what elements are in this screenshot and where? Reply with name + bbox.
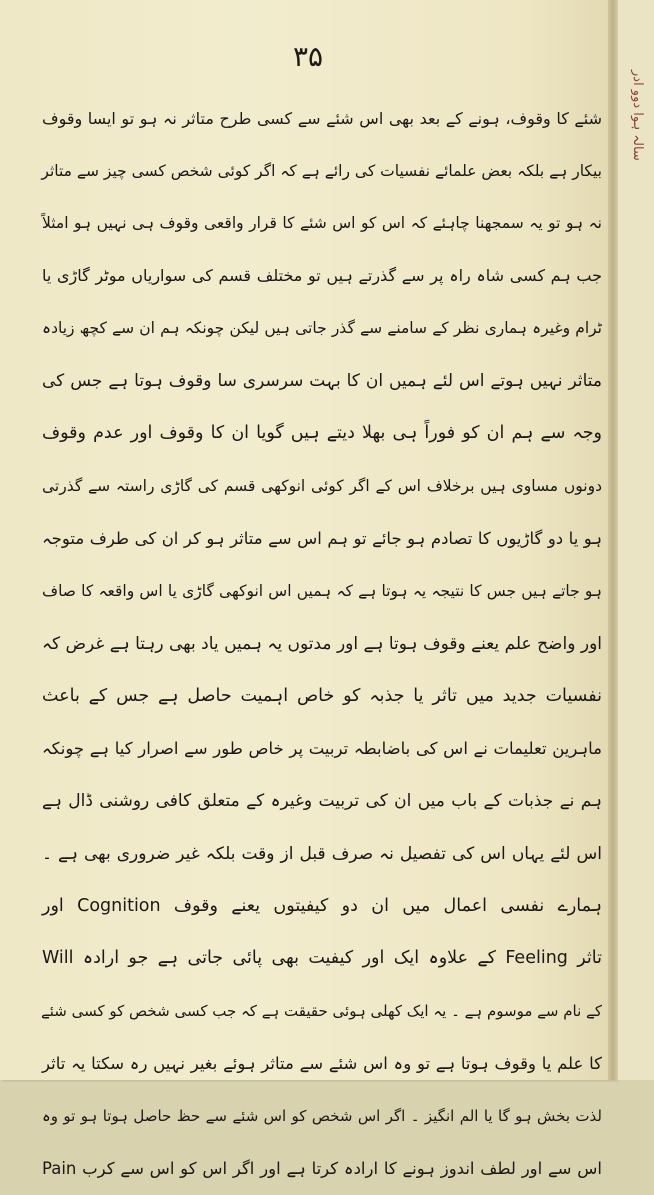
text-line: اس سے اور لطف اندوز ہونے کا ارادہ کرتا ہے اور اگر اس کو اس سے کرب Pain	[42, 1158, 602, 1178]
text-line: نفسیات جدید میں تاثر یا جذبہ کو خاص اہمیت حاصل ہے جس کے باعث	[42, 685, 602, 706]
text-line: کے نام سے موسوم ہے ۔ یہ ایک کھلی ہوئی حقیقت ہے کہ جب کسی شخص کو کسی شئے	[40, 1001, 602, 1020]
text-line: ہو جاتے ہیں جس کا نتیجہ یہ ہوتا ہے کہ ہمیں اس انوکھی گاڑی یا اس واقعہ کا صاف	[42, 581, 602, 600]
adjacent-page-edge	[618, 0, 654, 1080]
page-number: ۳۵	[292, 40, 324, 73]
text-line: اس لئے یہاں اس کی تفصیل نہ صرف قبل از وقت بلکہ غیر ضروری بھی ہے ۔	[42, 843, 602, 864]
text-line: ماہرین تعلیمات نے اس کی باضابطہ تربیت پر خاص طور سے اصرار کیا ہے چونکہ	[42, 738, 602, 758]
text-line: متاثر نہیں ہوتے اس لئے ہمیں ان کا بہت سرسری سا وقوف ہوتا ہے جس کی	[42, 371, 602, 392]
text-line: کا علم یا وقوف ہوتا ہے تو وہ اس شئے سے متاثر ہوئے بغیر نہیں رہ سکتا یہ تاثر	[42, 1053, 602, 1073]
margin-note: سالہ ہوا دوو ادر	[630, 70, 645, 161]
text-line: ٹرام وغیرہ ہماری نظر کے سامنے سے گذر جاتی ہیں لیکن چونکہ ہم ان سے کچھ زیادہ	[42, 319, 602, 338]
text-line: تاثر Feeling کے علاوہ ایک اور کیفیت بھی پائی جاتی ہے جو ارادہ Will	[42, 948, 602, 969]
text-line: نہ ہو تو یہ سمجھنا چاہئے کہ اس کو اس شئے کا قرار واقعی وقوف ہی نہیں ہو امثلاً	[42, 214, 602, 233]
body-text	[42, 92, 602, 1195]
text-line: اور واضح علم یعنے وقوف ہوتا ہے اور مدتوں یہ ہمیں یاد بھی رہتا ہے غرض کہ	[42, 633, 602, 654]
text-line: وجہ سے ہم ان کو فوراً ہی بھلا دیتے ہیں گویا ان کا وقوف اور عدم وقوف	[42, 423, 602, 444]
text-line: شئے کا وقوف، ہونے کے بعد بھی اس شئے سے کسی طرح متاثر نہ ہو تو ایسا وقوف	[42, 108, 602, 128]
text-line: ہم نے جذبات کے باب میں ان کی تربیت وغیرہ کے متعلق کافی روشنی ڈال ہے	[42, 791, 602, 812]
text-line: دونوں مساوی ہیں برخلاف اس کے اگر کوئی انوکھی قسم کی گاڑی راستہ سے گذرتی	[42, 476, 602, 495]
text-line: جب ہم کسی شاہ راہ پر سے گذرتے ہیں تو مختلف قسم کی سواریاں موٹر گاڑی یا	[42, 266, 602, 286]
text-line: ہمارے نفسی اعمال میں ان دو کیفیتوں یعنے وقوف Cognition اور	[42, 895, 603, 916]
text-line: ہو یا دو گاڑیوں کا تصادم ہو جائے تو ہم اس سے متاثر ہو کر ان کی طرف متوجہ	[42, 528, 602, 548]
book-gutter	[608, 0, 618, 1080]
text-line: بیکار ہے بلکہ بعض علمائے نفسیات کی رائے ہے کہ اگر کوئی شخص کسی چیز سے متاثر	[41, 161, 602, 180]
text-line: لذت بخش ہو گا یا الم انگیز ۔ اگر اس شخص کو اس شئے سے حظ حاصل ہوتا ہو تو وہ	[42, 1106, 602, 1125]
